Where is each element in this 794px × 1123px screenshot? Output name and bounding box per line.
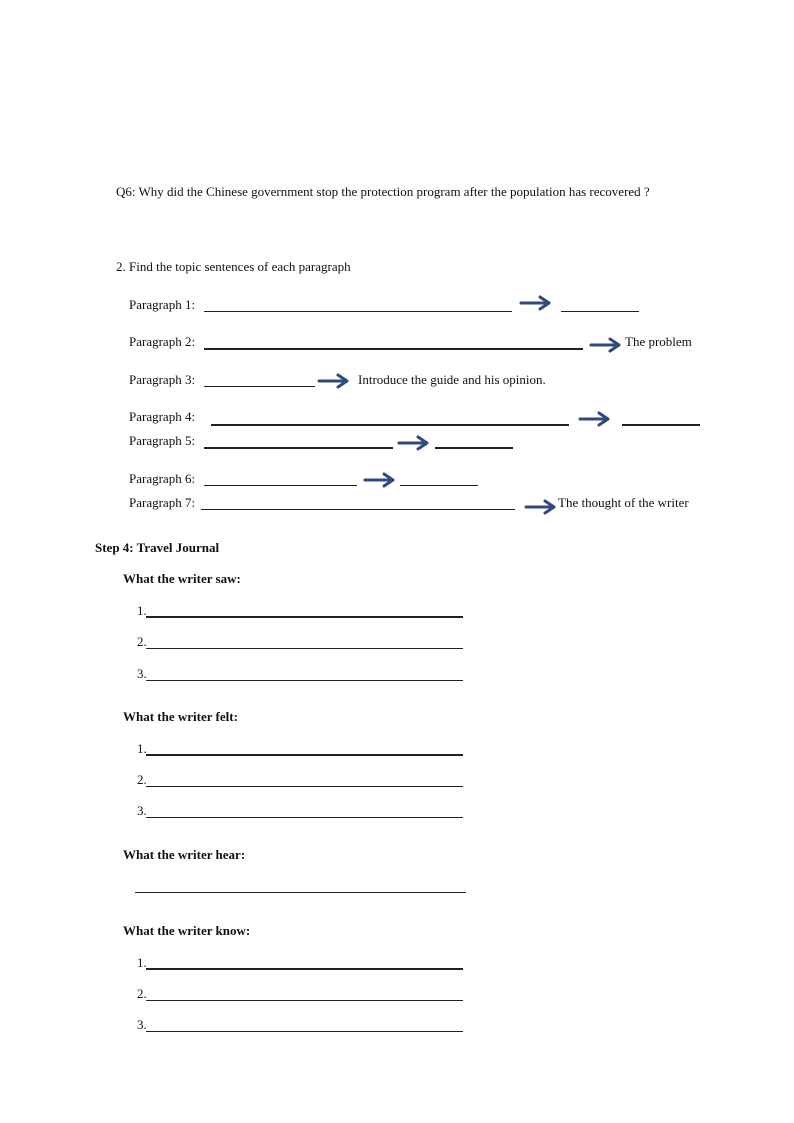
saw-line-1[interactable]: [146, 616, 463, 618]
know-heading: What the writer know:: [123, 923, 251, 938]
know-number-1: 1.: [137, 955, 147, 970]
paragraph-4-label: Paragraph 4:: [129, 409, 196, 424]
paragraph-7-result: The thought of the writer: [558, 495, 689, 510]
felt-number-2: 2.: [137, 772, 147, 787]
felt-line-2[interactable]: [146, 786, 463, 787]
paragraph-5-answer-line[interactable]: [204, 447, 393, 449]
arrow-right-icon: [364, 473, 396, 487]
know-line-2[interactable]: [146, 1000, 463, 1001]
felt-number-1: 1.: [137, 741, 147, 756]
arrow-right-icon: [579, 412, 611, 426]
felt-heading: What the writer felt:: [123, 709, 238, 724]
paragraph-6-label: Paragraph 6:: [129, 471, 196, 486]
paragraph-6-answer-line[interactable]: [204, 485, 357, 486]
arrow-right-icon: [398, 436, 430, 450]
hear-line[interactable]: [135, 892, 466, 893]
know-number-2: 2.: [137, 986, 147, 1001]
saw-line-3[interactable]: [146, 680, 463, 681]
paragraph-3-result: Introduce the guide and his opinion.: [358, 372, 546, 387]
paragraph-7-label: Paragraph 7:: [129, 495, 196, 510]
saw-heading: What the writer saw:: [123, 571, 241, 586]
section-2-title: 2. Find the topic sentences of each paragraph: [116, 259, 351, 274]
step-4-title: Step 4: Travel Journal: [95, 540, 220, 555]
paragraph-2-answer-line[interactable]: [204, 348, 583, 350]
paragraph-1-label: Paragraph 1:: [129, 297, 196, 312]
saw-line-2[interactable]: [146, 648, 463, 649]
know-line-1[interactable]: [146, 968, 463, 970]
paragraph-3-answer-line[interactable]: [204, 386, 315, 387]
paragraph-5-label: Paragraph 5:: [129, 433, 196, 448]
question-6: Q6: Why did the Chinese government stop the protection program after the population has recovered ?: [116, 184, 650, 199]
paragraph-3-label: Paragraph 3:: [129, 372, 196, 387]
arrow-right-icon: [520, 296, 552, 310]
paragraph-6-result-line[interactable]: [400, 485, 478, 486]
hear-heading: What the writer hear:: [123, 847, 246, 862]
arrow-right-icon: [318, 374, 350, 388]
saw-number-2: 2.: [137, 634, 147, 649]
paragraph-1-result-line[interactable]: [561, 311, 639, 312]
saw-number-1: 1.: [137, 603, 147, 618]
arrow-right-icon: [590, 338, 622, 352]
felt-line-1[interactable]: [146, 754, 463, 756]
paragraph-4-answer-line[interactable]: [211, 424, 569, 426]
paragraph-5-result-line[interactable]: [435, 447, 513, 449]
paragraph-2-label: Paragraph 2:: [129, 334, 196, 349]
felt-line-3[interactable]: [146, 817, 463, 818]
paragraph-1-answer-line[interactable]: [204, 311, 512, 312]
paragraph-4-result-line[interactable]: [622, 424, 700, 426]
felt-number-3: 3.: [137, 803, 147, 818]
paragraph-2-result: The problem: [625, 334, 692, 349]
saw-number-3: 3.: [137, 666, 147, 681]
know-line-3[interactable]: [146, 1031, 463, 1032]
know-number-3: 3.: [137, 1017, 147, 1032]
paragraph-7-answer-line[interactable]: [201, 509, 515, 510]
arrow-right-icon: [525, 500, 557, 514]
